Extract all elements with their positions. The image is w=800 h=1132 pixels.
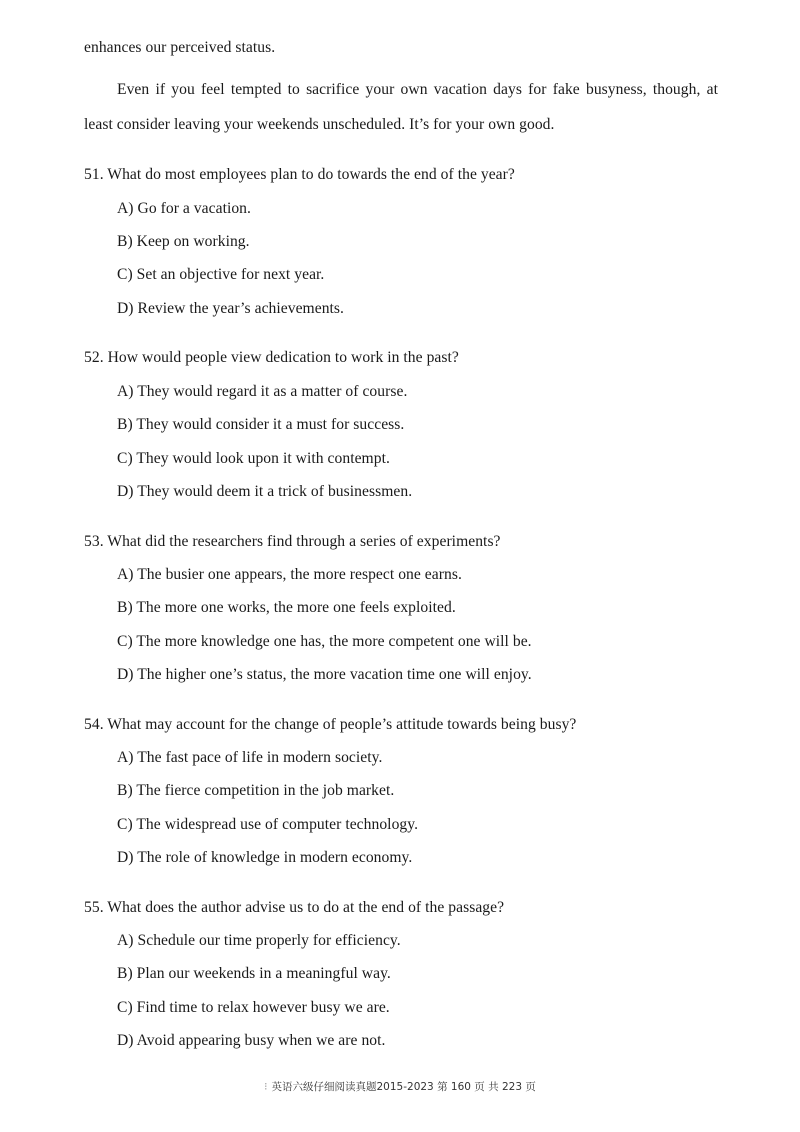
question-54-option-c: C) The widespread use of computer technology. <box>117 816 419 833</box>
question-51-stem: 51. What do most employees plan to do towards the end of the year? <box>84 166 515 183</box>
question-53-stem: 53. What did the researchers find through a series of experiments? <box>84 533 501 550</box>
question-52-option-c: C) They would look upon it with contempt. <box>117 450 390 467</box>
passage-paragraph-line: Even if you feel tempted to sacrifice your own vacation days for fake busyness, though, at <box>117 81 718 98</box>
question-53-option-c: C) The more knowledge one has, the more competent one will be. <box>117 633 532 650</box>
question-52-option-a: A) They would regard it as a matter of course. <box>117 383 408 400</box>
question-55-option-b: B) Plan our weekends in a meaningful way. <box>117 965 391 982</box>
question-51-option-c: C) Set an objective for next year. <box>117 266 325 283</box>
question-51-option-d: D) Review the year’s achievements. <box>117 300 345 317</box>
footer-page-info: 英语六级仔细阅读真题2015-2023 第 160 页 共 223 页 <box>271 1081 536 1093</box>
question-54-option-d: D) The role of knowledge in modern economy. <box>117 849 413 866</box>
page-footer <box>0 1080 800 1094</box>
question-54-option-b: B) The fierce competition in the job market. <box>117 782 395 799</box>
question-51-option-b: B) Keep on working. <box>117 233 250 250</box>
question-53-option-b: B) The more one works, the more one feels exploited. <box>117 599 456 616</box>
question-52-option-b: B) They would consider it a must for success. <box>117 416 405 433</box>
question-52-option-d: D) They would deem it a trick of businessmen. <box>117 483 413 500</box>
question-55-option-a: A) Schedule our time properly for efficiency. <box>117 932 401 949</box>
question-52-stem: 52. How would people view dedication to work in the past? <box>84 349 459 366</box>
footer-mark: ⁝ <box>264 1081 268 1093</box>
question-51-option-a: A) Go for a vacation. <box>117 200 251 217</box>
passage-line: enhances our perceived status. <box>84 39 276 56</box>
question-54-stem: 54. What may account for the change of people’s attitude towards being busy? <box>84 716 577 733</box>
question-55-stem: 55. What does the author advise us to do at the end of the passage? <box>84 899 505 916</box>
question-54-option-a: A) The fast pace of life in modern society. <box>117 749 383 766</box>
question-53-option-d: D) The higher one’s status, the more vacation time one will enjoy. <box>117 666 532 683</box>
question-53-option-a: A) The busier one appears, the more respect one earns. <box>117 566 462 583</box>
passage-paragraph-line: least consider leaving your weekends unscheduled. It’s for your own good. <box>84 116 555 133</box>
question-55-option-c: C) Find time to relax however busy we are. <box>117 999 390 1016</box>
question-55-option-d: D) Avoid appearing busy when we are not. <box>117 1032 386 1049</box>
